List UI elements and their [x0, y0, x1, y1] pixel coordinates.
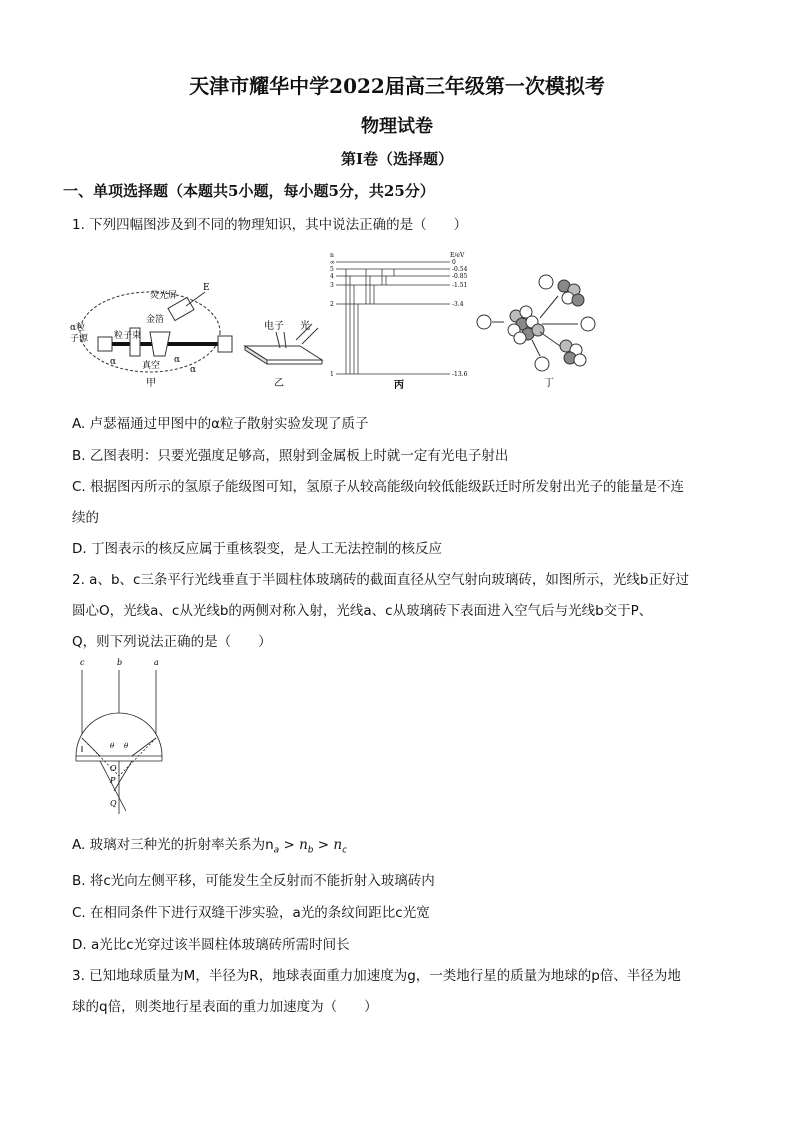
label-alpha-source-1: α粒	[70, 323, 86, 333]
q1-option-c-cont: 续的	[72, 510, 99, 526]
q2-option-a-text: A. 玻璃对三种光的折射率关系为n	[72, 837, 274, 853]
exam-title: 天津市耀华中学2022届高三年级第一次模拟考	[189, 74, 605, 98]
q3-stem-line2: 球的q倍，则类地行星表面的重力加速度为（ ）	[72, 999, 378, 1015]
q2-stem-line2: 圆心O，光线a、c从光线b的两侧对称入射，光线a、c从玻璃砖下表面进入空气后与光线b交于P、	[72, 603, 653, 619]
label-n5: 5	[330, 266, 334, 273]
label-theta-right: θ	[124, 742, 129, 750]
figure-yi	[240, 318, 330, 390]
label-light: 光	[300, 321, 310, 332]
figure-jia	[70, 262, 240, 390]
label-alpha-b: α	[110, 357, 117, 367]
label-n3: 3	[330, 282, 334, 289]
label-e2: -3.4	[452, 301, 464, 308]
label-n: n	[330, 252, 334, 259]
label-n1: 1	[330, 371, 334, 378]
q2-option-b: B. 将c光向左侧平移，可能发生全反射而不能折射入玻璃砖内	[72, 873, 435, 889]
q3-stem-line1: 3. 已知地球质量为M，半径为R，地球表面重力加速度为g，一类地行星的质量为地球的p倍、半径为地	[72, 968, 681, 984]
label-vacuum: 真空	[142, 361, 161, 371]
q2-formula-gt1: >	[283, 837, 295, 853]
label-theta-left: θ	[110, 742, 115, 750]
label-o: O	[110, 764, 117, 773]
q2-formula-gt2: >	[317, 837, 330, 853]
label-energy-ev: E/eV	[450, 252, 465, 259]
figure-glass-brick	[70, 656, 170, 816]
label-q: Q	[110, 799, 117, 808]
label-ray-b: b	[117, 658, 123, 667]
figure-ding	[470, 268, 600, 390]
label-n-inf: ∞	[330, 259, 335, 266]
figure-bing	[328, 250, 468, 390]
label-jia: 甲	[146, 378, 156, 389]
label-bing: 丙	[394, 380, 404, 390]
label-alpha-a: α	[174, 355, 181, 365]
q2-stem-line1: 2. a、b、c三条平行光线垂直于半圆柱体玻璃砖的截面直径从空气射向玻璃砖，如图所示，光线b正好过	[72, 572, 690, 588]
q2-formula-sub-c: c	[342, 845, 348, 856]
label-particle-beam: 粒子束	[114, 331, 142, 341]
label-yi: 乙	[274, 378, 284, 389]
q2-stem-line3: Q，则下列说法正确的是（ ）	[72, 634, 272, 650]
q2-formula-n-b: n	[299, 837, 308, 853]
q2-formula-sub-b: b	[307, 845, 314, 856]
label-e: E	[203, 283, 210, 293]
q1-stem: 1. 下列四幅图涉及到不同的物理知识，其中说法正确的是（ ）	[72, 217, 468, 233]
label-electron: 电子	[264, 321, 284, 332]
label-e4: -0.85	[452, 273, 468, 280]
q1-option-c: C. 根据图丙所示的氢原子能级图可知，氢原子从较高能级向较低能级跃迁时所发射出光子的能量是不连	[72, 479, 685, 495]
q1-option-d: D. 丁图表示的核反应属于重核裂变，是人工无法控制的核反应	[72, 541, 442, 557]
q1-option-a: A. 卢瑟福通过甲图中的α粒子散射实验发现了质子	[72, 416, 369, 432]
label-ding: 丁	[544, 378, 554, 389]
label-n2: 2	[330, 301, 334, 308]
label-e3: -1.51	[452, 282, 468, 289]
label-e5: -0.54	[452, 266, 468, 273]
label-p: P	[110, 776, 116, 785]
label-e1: -13.6	[452, 371, 468, 378]
q2-formula-sub-a: a	[273, 845, 280, 856]
q2-option-d: D. a光比c光穿过该半圆柱体玻璃砖所需时间长	[72, 937, 350, 953]
label-ray-c: c	[80, 658, 85, 667]
exam-subtitle: 物理试卷	[361, 116, 433, 137]
label-n4: 4	[330, 273, 334, 280]
q2-option-c: C. 在相同条件下进行双缝干涉实验，a光的条纹间距比c光宽	[72, 905, 430, 921]
label-fluorescent-screen: 荧光屏	[150, 291, 178, 301]
q1-option-b: B. 乙图表明：只要光强度足够高，照射到金属板上时就一定有光电子射出	[72, 448, 509, 464]
label-alpha-c: α	[190, 365, 197, 375]
label-alpha-source-2: 子源	[70, 334, 89, 344]
q2-option-a	[72, 833, 347, 856]
label-gold-foil: 金箔	[146, 315, 165, 325]
section-heading: 一、单项选择题（本题共5小题，每小题5分，共25分）	[63, 182, 435, 200]
label-e-0: 0	[452, 259, 456, 266]
part-heading: 第Ⅰ卷（选择题）	[340, 150, 454, 168]
q2-formula-n-c: n	[333, 837, 343, 853]
label-ray-a: a	[154, 658, 159, 667]
